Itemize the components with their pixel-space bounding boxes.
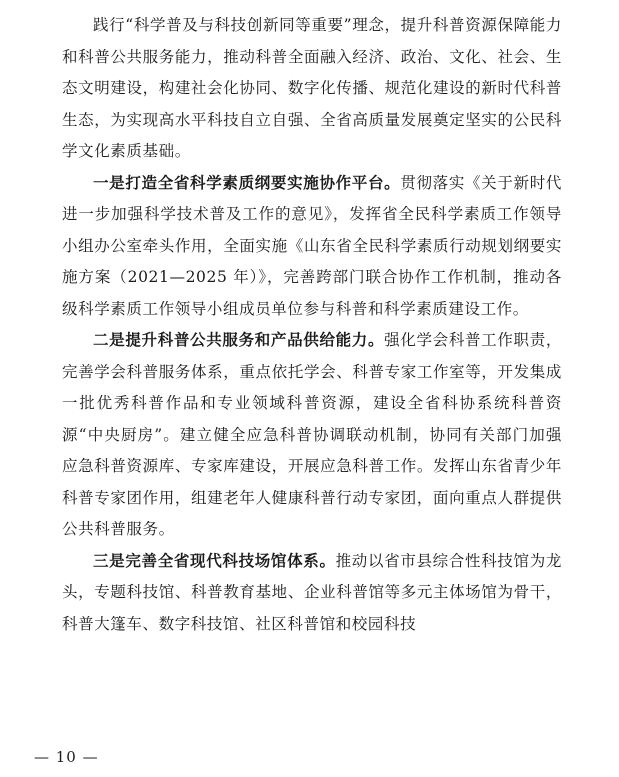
paragraph-point-three-text: 推动以省市县综合性科技馆为龙头，专题科技馆、科普教育基地、企业科普馆等多元主体场馆为骨干，科普大篷车、数字科技馆、社区科普馆和校园科技 [62, 551, 562, 633]
paragraph-point-three-heading: 三是完善全省现代科技场馆体系。 [93, 551, 336, 570]
page-number: — 10 — [34, 748, 99, 766]
document-body [62, 10, 562, 640]
paragraph-point-two-heading: 二是提升科普公共服务和产品供给能力。 [93, 331, 385, 349]
paragraph-point-two-text: 强化学会科普工作职责，完善学会科普服务体系，重点依托学会、科普专家工作室等，开发集成一批优秀科普作品和专业领域科普资源，建设全省科协系统科普资源“中央厨房”。建立健全应急科普协调联动机制，协同有关部门加强应急科普资源库、专家库建设，开展应急科普工作。发挥山东省青少年科普专家团作用，组建老年人健康科普行动专家团，面向重点人群提供公共科普服务。 [62, 331, 562, 538]
paragraph-point-one-text: 贯彻落实《关于新时代进一步加强科学技术普及工作的意见》，发挥省全民科学素质工作领导小组办公室牵头作用，全面实施《山东省全民科学素质行动规划纲要实施方案（2021—2025 年）》，完善跨部门联合协作工作机制，推动各级科学素质工作领导小组成员单位参与科普和科学素质建设工作。 [62, 173, 562, 318]
paragraph-point-three [62, 546, 562, 641]
paragraph-point-one-heading: 一是打造全省科学素质纲要实施协作平台。 [93, 173, 401, 192]
paragraph-point-one [62, 168, 562, 326]
paragraph-point-two [62, 325, 562, 546]
paragraph-intro-text: 践行“科学普及与科技创新同等重要”理念，提升科普资源保障能力和科普公共服务能力，推动科普全面融入经济、政治、文化、社会、生态文明建设，构建社会化协同、数字化传播、规范化建设的新时代科普生态，为实现高水平科技自立自强、全省高质量发展奠定坚实的公民科学文化素质基础。 [62, 16, 562, 160]
paragraph-intro [62, 10, 562, 168]
